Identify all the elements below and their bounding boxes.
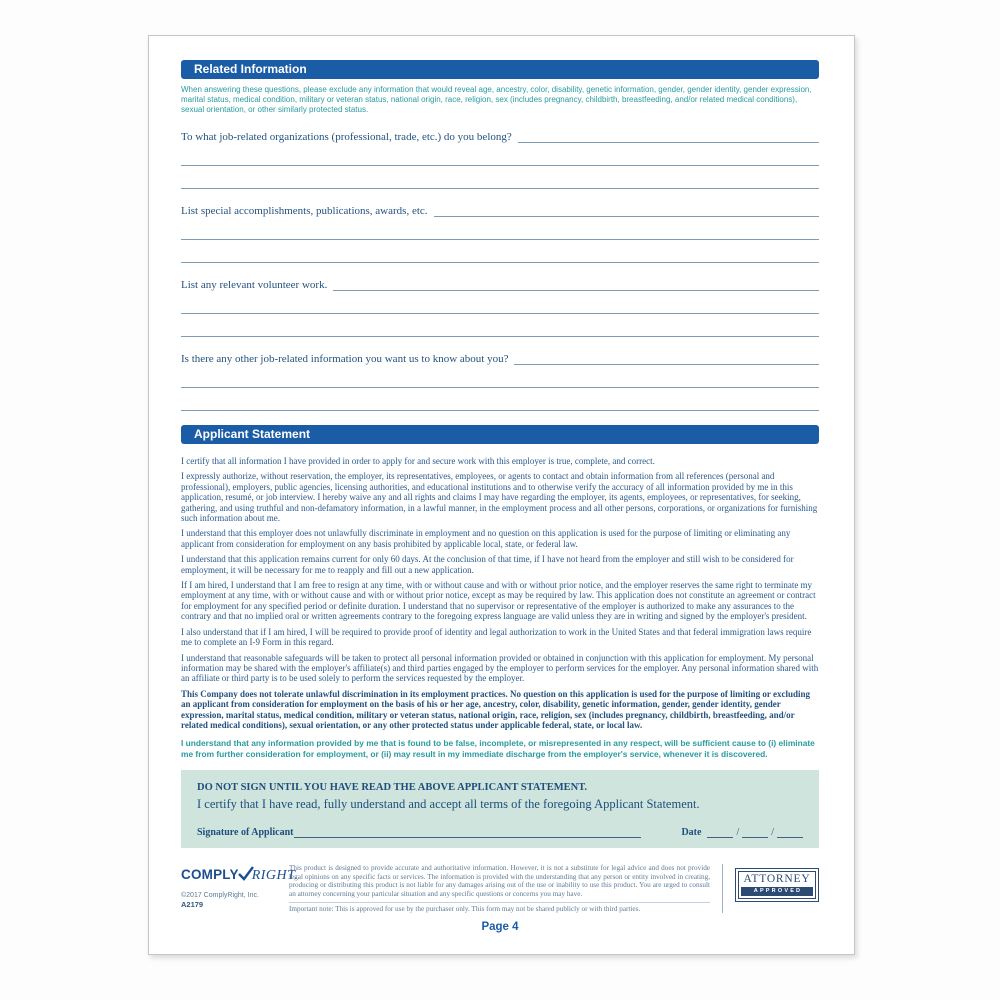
copyright-text: ©2017 ComplyRight, Inc. <box>181 892 259 900</box>
badge-approved-text: APPROVED <box>741 887 813 896</box>
answer-line[interactable] <box>434 203 819 217</box>
signature-certify-text: I certify that I have read, fully understand and accept all terms of the foregoing Applicant Statement. <box>197 797 700 812</box>
answer-line[interactable] <box>181 143 819 166</box>
checkmark-icon <box>238 866 254 886</box>
related-information-header <box>181 60 819 79</box>
statement-paragraph: I understand that this employer does not unlawfully discriminate in employment and no question on this application is used for the purpose of limiting or eliminating any applicant from consideration for employment on any basis prohibited by applicable local, state, or federal law. <box>181 528 791 549</box>
answer-line[interactable] <box>181 291 819 314</box>
statement-paragraph: I understand that this application remains current for only 60 days. At the conclusion of that time, if I have not heard from the employer and still wish to be considered for employment, it will be necessary for me to reapply and fill out a new application. <box>181 554 794 575</box>
question-label: To what job-related organizations (professional, trade, etc.) do you belong? <box>181 131 512 143</box>
question-label: List special accomplishments, publications, awards, etc. <box>181 205 428 217</box>
date-field-1[interactable] <box>707 826 733 838</box>
answer-line[interactable] <box>181 365 819 388</box>
signature-of-applicant-label: Signature of Applicant <box>197 827 294 839</box>
important-note: Important note: This is approved for use by the purchaser only. This form may not be shared publicly or with third parties. <box>289 902 710 914</box>
attorney-approved-badge <box>735 868 819 902</box>
related-information-intro: When answering these questions, please exclude any information that would reveal age, ancestry, color, disability, genetic information, gender, gender identity, gender expression, marital status, medical condition, military or veteran status, national origin, race, religion, sex (includes pregnancy, childbirth, breastfeeding, and/or related medical conditions), sexual orientation, or other similarly protected status. <box>181 85 812 114</box>
signature-box <box>181 770 819 848</box>
complyright-logo <box>181 864 299 884</box>
applicant-statement-title: Applicant Statement <box>194 427 311 441</box>
signature-line[interactable] <box>294 826 642 838</box>
question-accomplishments <box>181 199 819 263</box>
question-label: Is there any other job-related information you want us to know about you? <box>181 353 509 365</box>
footer-disclaimer-column <box>289 864 723 913</box>
logo-text-right: RIGHT. <box>251 868 299 884</box>
question-volunteer-work <box>181 273 819 337</box>
form-number: A2179 <box>181 900 204 910</box>
logo-text-comply: COMPLY <box>181 867 239 883</box>
question-label: List any relevant volunteer work. <box>181 279 328 291</box>
applicant-statement-body <box>181 456 819 759</box>
answer-line[interactable] <box>181 166 819 189</box>
answer-line[interactable] <box>333 277 819 291</box>
statement-paragraph: I expressly authorize, without reservation, the employer, its representatives, employees, or agents to contact and obtain information from all references (personal and professional), employers, public agencies, licensing authorities, and educational institutions and to otherwise verify the accuracy of all information provided by me in this application, resumé, or job interview. I hereby waive any and all rights and claims I may have regarding the employer, its agents, employees, or representatives, for seeking, gathering, and using truthful and non-defamatory information, in a lawful manner, in the employment process and all other persons, corporations, or organizations for furnishing such information about me. <box>181 471 818 524</box>
application-form-page <box>148 35 855 955</box>
answer-line[interactable] <box>518 129 819 143</box>
question-other-information <box>181 347 819 411</box>
statement-paragraph: I also understand that if I am hired, I will be required to provide proof of identity and legal authorization to work in the United States and that federal immigration laws require me to complete an I-9 Form in this regard. <box>181 626 812 648</box>
signature-warning: DO NOT SIGN UNTIL YOU HAVE READ THE ABOVE APPLICANT STATEMENT. <box>197 782 588 794</box>
date-field-2[interactable] <box>742 826 768 838</box>
badge-attorney-text: ATTORNEY <box>743 873 811 886</box>
statement-paragraph: I certify that all information I have provided in order to apply for and secure work with this employer is true, complete, and correct. <box>181 456 655 466</box>
answer-line[interactable] <box>514 351 819 365</box>
answer-line[interactable] <box>181 240 819 263</box>
related-information-title: Related Information <box>194 62 307 76</box>
answer-line[interactable] <box>181 388 819 411</box>
answer-line[interactable] <box>181 314 819 337</box>
footer-badge-column <box>735 864 819 902</box>
legal-disclaimer: This product is designed to provide accurate and authoritative information. However, it is not a substitute for legal advice and does not provide legal opinions on any specific facts or services. The information is provided with the understanding that any person or entity involved in creating, producing or distributing this product is not liable for any damages arising out of the use or inability to use this product. You are urged to consult an attorney concerning your particular situation and any specific questions or concerns you may have. <box>289 864 710 898</box>
statement-paragraph-nondiscrimination: This Company does not tolerate unlawful discrimination in its employment practices. No question on this application is used for the purpose of limiting or excluding an applicant from consideration for employment on the basis of his or her age, ancestry, color, disability, genetic information, gender, gender identity, gender expression, marital status, medical condition, military or veteran status, national origin, race, religion, sex (includes pregnancy, childbirth, breastfeeding, and/or related medical conditions), sexual orientation, or any other protected status under applicable federal, state, or local law. <box>181 688 810 730</box>
statement-paragraph: I understand that reasonable safeguards will be taken to protect all personal information provided or obtained in conjunction with this application for employment. My personal information may be shared with the employer's affiliate(s) and third parties engaged by the employer to perform services for the employer. Any personal information shared with an affiliate or third party is to be used solely to perform the services requested by the employer. <box>181 652 819 684</box>
page-number: Page 4 <box>481 921 519 934</box>
date-label: Date <box>681 827 702 839</box>
related-information-questions <box>181 125 819 411</box>
footer-brand-column <box>181 864 299 910</box>
statement-paragraph: If I am hired, I understand that I am free to resign at any time, with or without cause and with or without prior notice, and the employer reserves the same right to terminate my employment at any time, with or without cause and with or without prior notice, except as may be required by law. This application does not constitute an agreement or contract for employment for any specified period or definite duration. I understand that no supervisor or representative of the employer is authorized to make any assurances to the contrary and that no implied oral or written agreements contrary to the foregoing express language are valid unless they are in writing and signed by the employer's president. <box>181 580 816 622</box>
applicant-statement-header <box>181 425 819 444</box>
statement-paragraph-false-information: I understand that any information provided by me that is found to be false, incomplete, or misrepresented in any respect, will be sufficient cause to (i) eliminate me from further consideration for employment, or (ii) may result in my immediate discharge from the employer's service, whenever it is discovered. <box>181 738 815 759</box>
question-job-organizations <box>181 125 819 189</box>
date-field-3[interactable] <box>777 826 803 838</box>
answer-line[interactable] <box>181 217 819 240</box>
date-slash: / <box>736 827 740 839</box>
date-slash: / <box>771 827 774 839</box>
footer <box>181 864 819 913</box>
